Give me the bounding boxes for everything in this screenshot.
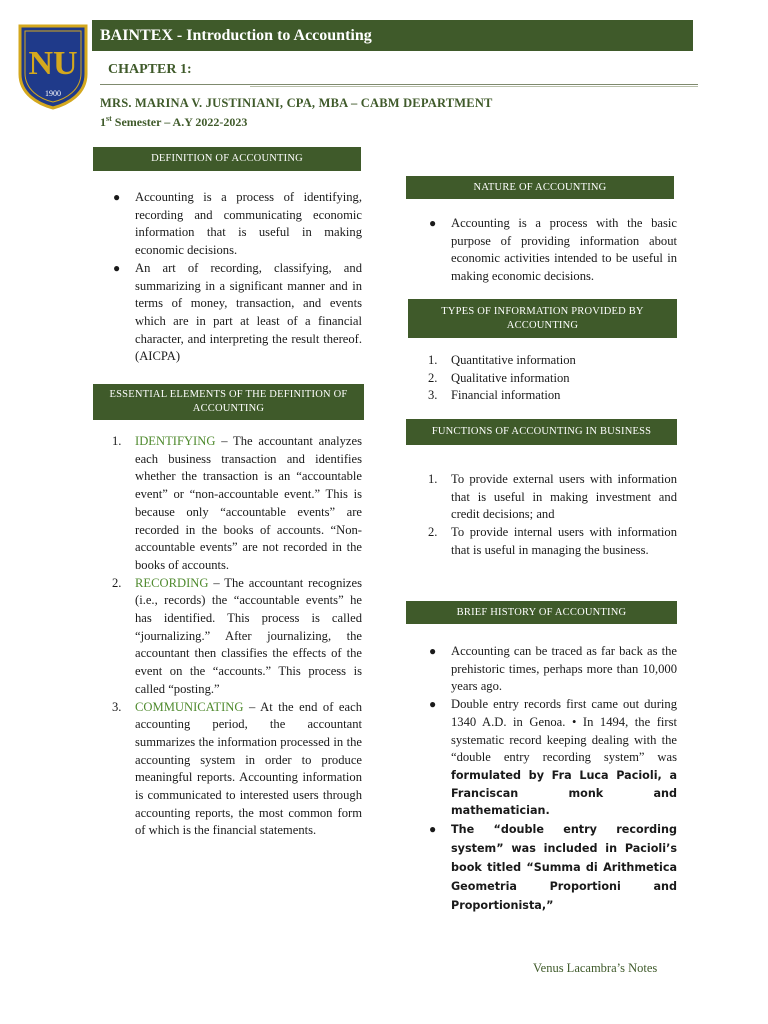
term-communicating: COMMUNICATING: [135, 699, 244, 714]
list-item: 1. IDENTIFYING – The accountant analyzes each business transaction and identifies whether the transaction is an “accountable event” or “non-accountable event.” This is because only “accountable events” are recorded in the books of accounts. “Non-accountable events” are not recorded in the books of accounts.: [112, 434, 362, 572]
list-item: ● Double entry records first came out during 1340 A.D. in Genoa. • In 1494, the first systematic record keeping dealing with the “double entry recording system” was formulated by Fra Luca Pacioli, a Franciscan monk and mathematician.: [429, 697, 677, 818]
summa-emphasis: The “double entry recording system” was included in Pacioli’s book titled “Summa di Arithmetica Geometria Proportioni and Proportionista,”: [451, 823, 677, 913]
list-item: 2. To provide internal users with information that is useful in managing the business.: [428, 525, 677, 557]
chapter-label: CHAPTER 1:: [108, 62, 192, 77]
types-list: [428, 352, 677, 405]
nature-list: [429, 215, 677, 286]
term-identifying: IDENTIFYING: [135, 434, 216, 448]
footer-notes: Venus Lacambra’s Notes: [533, 961, 658, 975]
history-heading: BRIEF HISTORY OF ACCOUNTING: [406, 601, 677, 624]
header-divider: [100, 84, 698, 85]
list-item: 2. Qualitative information: [428, 370, 570, 385]
list-item: ● Accounting is a process of identifying, recording and communicating economic information that is useful in making economic decisions.: [113, 190, 362, 258]
course-title-bar: [92, 20, 693, 51]
semester-number: 1: [100, 115, 106, 129]
list-item: 2. RECORDING – The accountant recognizes (i.e., records) the “accountable events” he has identified. This process is called “journalizing.” After journalizing, the accountant then classifies the effects of the event on the “accounts.” This process is called “posting.”: [112, 575, 362, 696]
semester-ordinal: st: [106, 114, 112, 123]
list-item: 1. Quantitative information: [428, 353, 576, 367]
history-list: [429, 643, 677, 915]
list-item: ● Accounting is a process with the basic purpose of providing information about economic activities intended to be useful in making economic decisions.: [429, 216, 677, 284]
term-recording: RECORDING: [135, 575, 209, 590]
header-divider-secondary: [250, 86, 698, 87]
semester-line: [100, 114, 247, 130]
nature-heading: NATURE OF ACCOUNTING: [406, 176, 674, 199]
semester-text: Semester – A.Y 2022-2023: [111, 115, 248, 129]
university-logo: [16, 22, 90, 110]
logo-letters: NU: [28, 45, 78, 82]
list-item: ● The “double entry recording system” was included in Pacioli’s book titled “Summa di Arithmetica Geometria Proportioni and Proportionista,”: [429, 822, 677, 913]
pacioli-emphasis: formulated by Fra Luca Pacioli, a Franciscan monk and mathematician.: [451, 768, 677, 818]
functions-heading: FUNCTIONS OF ACCOUNTING IN BUSINESS: [406, 419, 677, 445]
instructor-line: MRS. MARINA V. JUSTINIANI, CPA, MBA – CABM DEPARTMENT: [100, 96, 493, 110]
list-item: 3. COMMUNICATING – At the end of each accounting period, the accountant summarizes the information processed in the accounting system in order to produce meaningful reports. Accounting information is communicated to interested users through accounting reports, the most common form of which is the financial statements.: [112, 699, 362, 838]
list-item: ● An art of recording, classifying, and summarizing in a significant manner and in terms of money, transaction, and events which are in part at least of a financial character, and interpreting the result thereof. (AICPA): [113, 260, 362, 364]
list-item: ● Accounting can be traced as far back as the prehistoric times, perhaps more than 10,000 years ago.: [429, 644, 677, 694]
functions-list: [428, 471, 677, 560]
types-heading: TYPES OF INFORMATION PROVIDED BY ACCOUNTING: [408, 299, 677, 338]
elements-list: [112, 433, 362, 840]
elements-heading: ESSENTIAL ELEMENTS OF THE DEFINITION OF ACCOUNTING: [93, 384, 364, 420]
definition-list: [113, 189, 362, 366]
logo-year: 1900: [45, 89, 61, 98]
list-item: 3. Financial information: [428, 388, 561, 403]
definition-heading: DEFINITION OF ACCOUNTING: [93, 147, 361, 171]
course-title: BAINTEX - Introduction to Accounting: [100, 27, 372, 44]
list-item: 1. To provide external users with information that is useful in making investment and credit decisions; and: [428, 472, 677, 522]
